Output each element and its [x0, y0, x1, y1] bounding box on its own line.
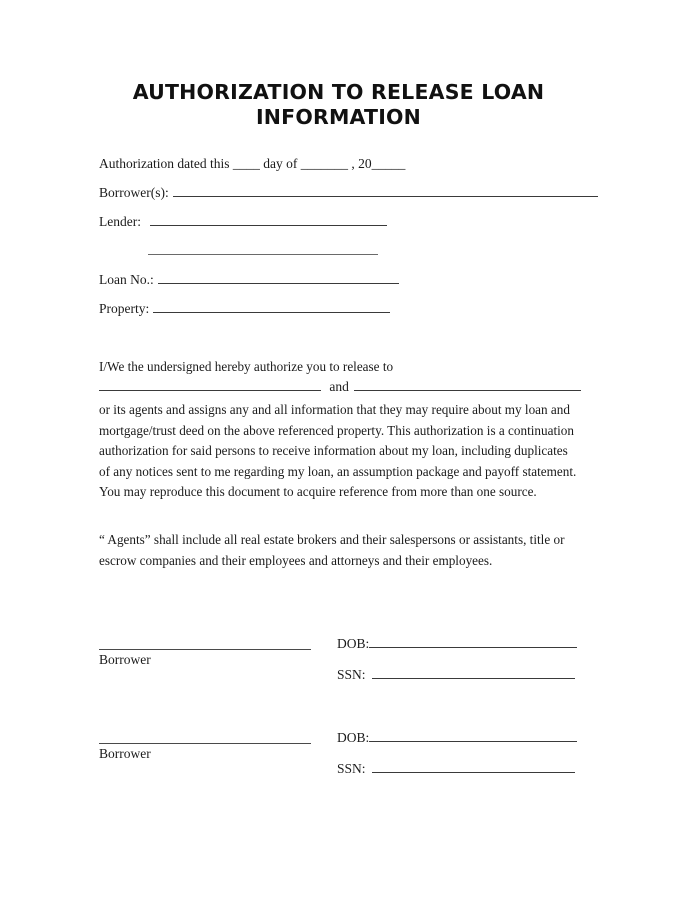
- authorize-intro-text: I/We the undersigned hereby authorize you to release to: [99, 359, 394, 374]
- year-prefix: , 20: [351, 156, 372, 171]
- dob-input-line-1[interactable]: [369, 636, 577, 648]
- ssn-row-2: [337, 761, 575, 777]
- ssn-input-line-1[interactable]: [372, 667, 575, 679]
- authorization-date-row: [99, 156, 405, 172]
- borrower-label-2: Borrower: [99, 746, 151, 761]
- authorization-date-middle: day of: [263, 156, 298, 171]
- release-to-party-2-line[interactable]: [354, 379, 581, 391]
- lender-continuation-line[interactable]: [148, 243, 378, 255]
- dob-row-2: [337, 730, 577, 746]
- page-title-line-2: INFORMATION: [255, 105, 422, 129]
- lender-input-line[interactable]: [150, 214, 387, 226]
- borrower-label-1: Borrower: [99, 652, 151, 667]
- borrowers-label: Borrower(s):: [99, 185, 169, 200]
- release-to-party-1-line[interactable]: [99, 379, 321, 391]
- year-blank[interactable]: _____: [371, 156, 406, 171]
- lender-field-row: [99, 214, 387, 230]
- property-field-row: [99, 301, 390, 317]
- authorization-paragraph: or its agents and assigns any and all information that they may require about my loan and mortgage/trust deed on the above referenced property. This authorization is a continuation authorization for said persons to receive information about my loan, including duplicates of any notices sent to me regarding my loan, an assumption package and payoff statement. You may reproduce this document to acquire reference from more than one source.: [99, 402, 577, 499]
- borrower-signature-line-1[interactable]: [99, 649, 311, 650]
- release-to-row: [99, 379, 581, 395]
- authorization-date-prefix: Authorization dated this: [99, 156, 230, 171]
- dob-input-line-2[interactable]: [369, 730, 577, 742]
- day-blank[interactable]: ____: [232, 156, 260, 171]
- loan-no-label: Loan No.:: [99, 272, 154, 287]
- loan-no-input-line[interactable]: [158, 272, 399, 284]
- property-label: Property:: [99, 301, 150, 316]
- and-connector: and: [329, 379, 349, 394]
- ssn-label-1: SSN:: [337, 667, 366, 682]
- ssn-label-2: SSN:: [337, 761, 366, 776]
- property-input-line[interactable]: [153, 301, 390, 313]
- dob-label-2: DOB:: [337, 730, 370, 745]
- borrowers-field-row: [99, 185, 598, 201]
- page-title: [99, 80, 578, 130]
- month-blank[interactable]: _______: [300, 156, 348, 171]
- borrower-signature-line-2[interactable]: [99, 743, 311, 744]
- dob-row-1: [337, 636, 577, 652]
- agents-definition-paragraph: “ Agents” shall include all real estate brokers and their salespersons or assistants, title or escrow companies and their employees and attorneys and their employees.: [99, 532, 565, 568]
- borrowers-input-line[interactable]: [173, 185, 598, 197]
- lender-label: Lender:: [99, 214, 141, 229]
- ssn-row-1: [337, 667, 575, 683]
- loan-no-field-row: [99, 272, 399, 288]
- ssn-input-line-2[interactable]: [372, 761, 575, 773]
- dob-label-1: DOB:: [337, 636, 370, 651]
- lender-continuation-row: [148, 243, 378, 259]
- page-title-line-1: AUTHORIZATION TO RELEASE LOAN: [132, 80, 545, 104]
